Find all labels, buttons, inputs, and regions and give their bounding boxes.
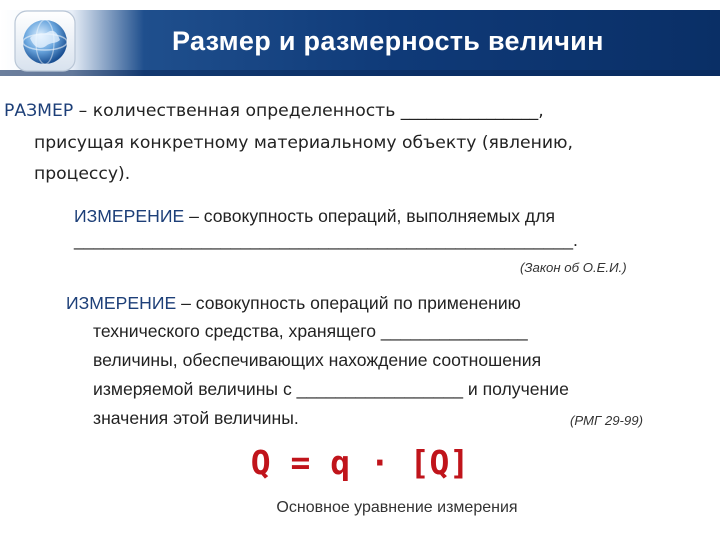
page-title: Размер и размерность величин <box>172 26 604 56</box>
measure-definition-2-source: (РМГ 29-99) <box>570 413 643 428</box>
equation-caption: Основное уравнение измерения <box>276 499 518 516</box>
measure-definition-2-line-5: значения этой величины. <box>93 408 299 428</box>
measure-definition-1-line-1 <box>74 206 555 227</box>
size-definition-line-2: присущая конкретному материальному объекту (явлению, <box>34 133 573 153</box>
measure-term-2: ИЗМЕРЕНИЕ <box>66 293 177 313</box>
size-definition-line-1 <box>4 101 544 121</box>
measure-definition-2-line-3: величины, обеспечивающих нахождение соотношения <box>93 350 542 370</box>
measure-definition-1-source: (Закон об О.Е.И.) <box>520 260 627 275</box>
measure-definition-2-line-1 <box>66 293 521 314</box>
measure-definition-2-line-2: технического средства, хранящего _______________ <box>93 321 528 341</box>
size-definition-text-1: – количественная определенность ________________, <box>73 101 544 121</box>
measure-definition-2-line-4: измеряемой величины с _________________ и получение <box>93 379 569 399</box>
size-definition-line-3: процессу). <box>34 164 131 184</box>
measure-term-1: ИЗМЕРЕНИЕ <box>74 206 185 226</box>
measure-definition-2-text-1: – совокупность операций по применению <box>176 293 521 313</box>
measure-definition-1-line-2: ___________________________________________________. <box>74 230 578 250</box>
measure-definition-1-text-1: – совокупность операций, выполняемых для <box>184 206 555 226</box>
size-term: РАЗМЕР <box>4 101 74 121</box>
measurement-equation: Q = q · [Q] <box>250 443 470 482</box>
